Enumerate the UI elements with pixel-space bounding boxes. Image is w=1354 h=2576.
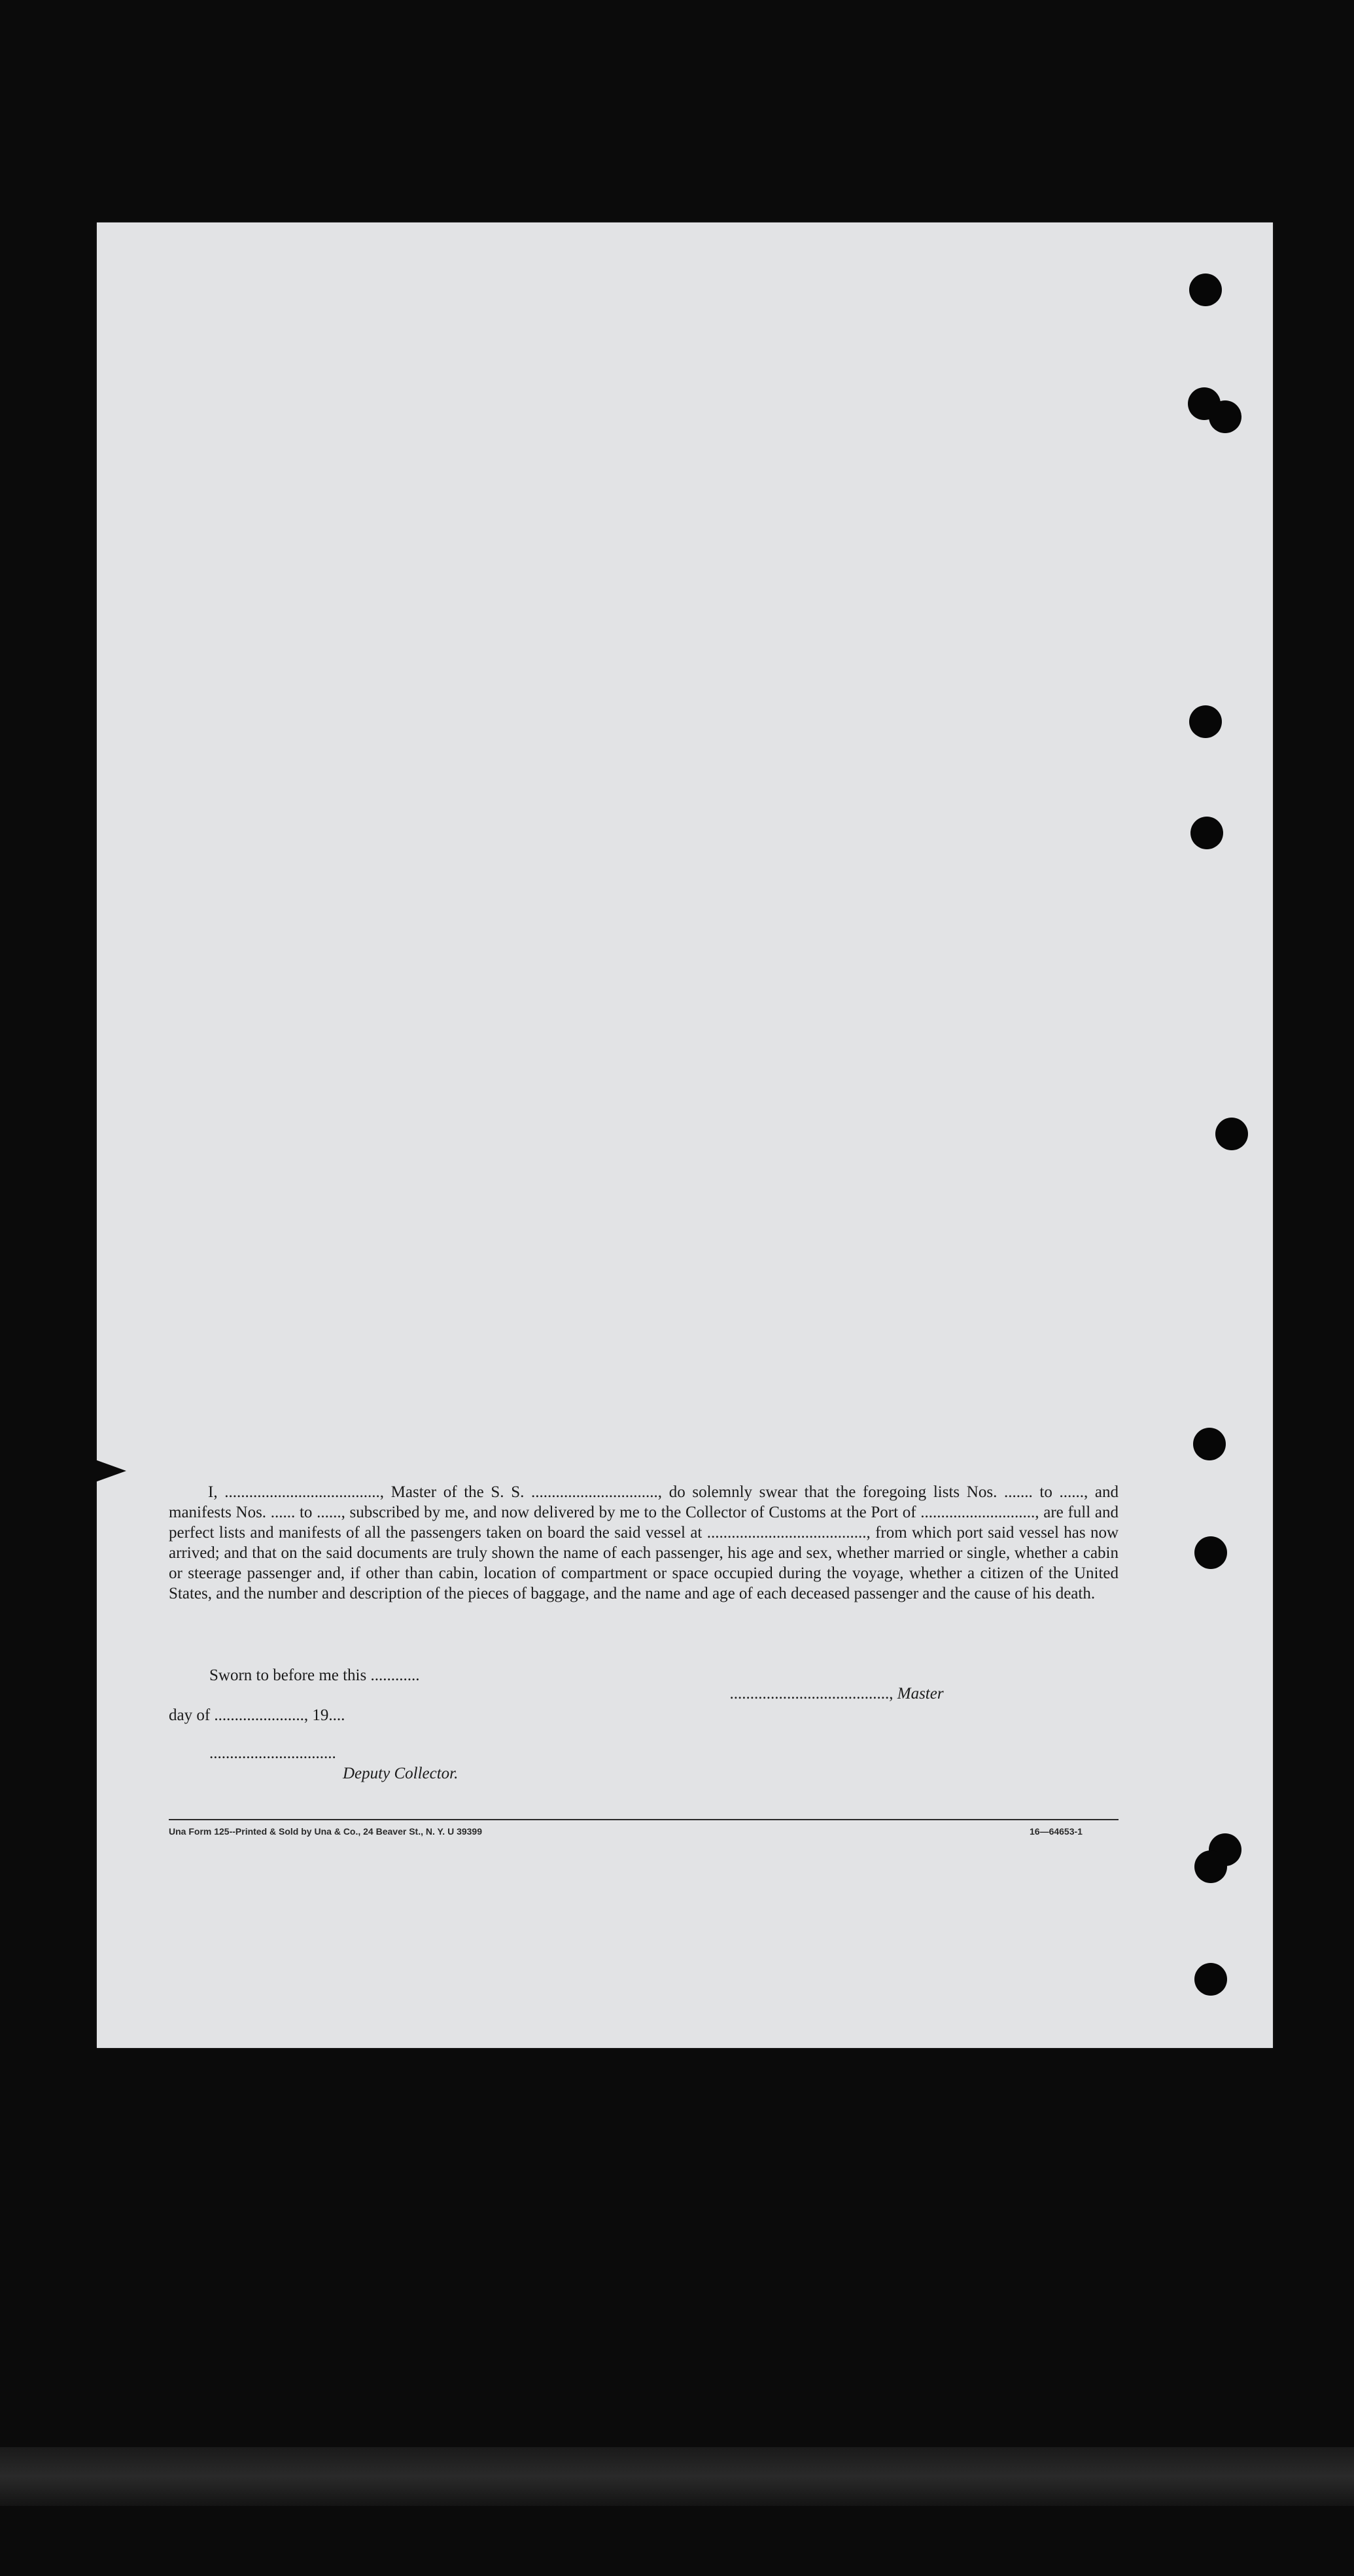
page-notch — [94, 1459, 126, 1483]
form-number: 16—64653-1 — [1030, 1826, 1083, 1837]
document-page — [97, 222, 1273, 2048]
footer-rule — [169, 1819, 1119, 1820]
printer-imprint: Una Form 125--Printed & Sold by Una & Co., 24 Beaver St., N. Y. U 39399 — [169, 1826, 483, 1837]
punch-hole-4 — [1189, 705, 1222, 738]
deputy-collector-label: Deputy Collector. — [343, 1765, 459, 1782]
punch-hole-7 — [1193, 1428, 1226, 1460]
master-label: Master — [897, 1685, 944, 1703]
punch-hole-11 — [1194, 1963, 1227, 1996]
master-signature-line — [705, 1667, 944, 1721]
punch-hole-8 — [1194, 1536, 1227, 1569]
day-line: day of ......................, 19.... — [169, 1706, 345, 1724]
punch-hole-5 — [1190, 817, 1223, 849]
punch-hole-3 — [1209, 400, 1241, 433]
master-dots: ......................................., — [729, 1685, 897, 1703]
oath-paragraph — [169, 1482, 1119, 1604]
punch-hole-1 — [1189, 273, 1222, 306]
collector-dots: ............................... — [209, 1744, 336, 1762]
punch-hole-10 — [1194, 1850, 1227, 1883]
sworn-line: Sworn to before me this ............ — [209, 1667, 420, 1684]
scanner-edge-band — [0, 2447, 1354, 2506]
punch-hole-6 — [1215, 1118, 1248, 1150]
oath-text: I, ......................................, Master of the S. S. ..............................., do solemnly swear that the foregoing lists Nos. ....... to ......, and manifests Nos. ...... to ......, subscribed by me, and now delivered by me to the Collector of Customs at the Port of ............................, are full and perfect lists and manifests of all the passengers taken on board the said vessel at ......................................., from which port said vessel has now arrived; and that on the said documents are truly shown the name of each passenger, his age and sex, whether married or single, whether a cabin or steerage passenger and, if other than cabin, location of compartment or space occupied during the voyage, whether a citizen of the United States, and the number and description of the pieces of baggage, and the name and age of each deceased passenger and the cause of his death. — [169, 1483, 1119, 1602]
